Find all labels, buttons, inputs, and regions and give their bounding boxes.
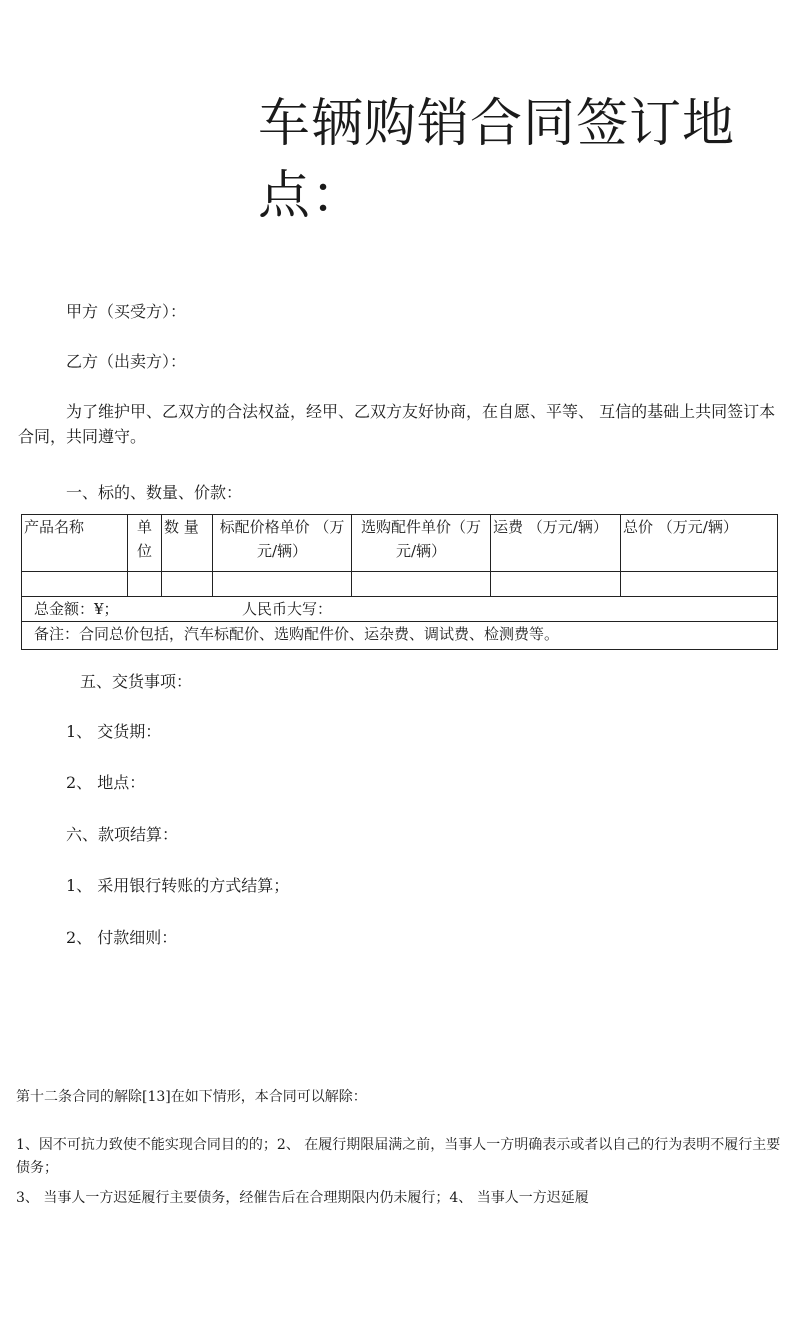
termination-clause-3-4: 3、 当事人一方迟延履行主要债务，经催告后在合理期限内仍未履行；4、 当事人一方迟延履 [16, 1190, 589, 1206]
table-note-row [22, 622, 778, 650]
rmb-uppercase-label: 人民币大写： [242, 600, 333, 618]
header-total-price: 总价 （万元/辆） [621, 515, 778, 572]
bank-transfer-item: 1、 采用银行转账的方式结算； [66, 876, 290, 895]
total-amount-label: 总金额：¥； [34, 600, 119, 618]
delivery-location-item: 2、 地点： [66, 773, 146, 792]
table-cell[interactable] [213, 572, 352, 597]
table-cell[interactable] [621, 572, 778, 597]
intro-paragraph: 为了维护甲、乙双方的合法权益，经甲、乙双方友好协商，在自愿、平等、 互信的基础上共同签订本合同，共同遵守。 [18, 402, 776, 446]
price-note: 备注：合同总价包括，汽车标配价、选购配件价、运杂费、调试费、检测费等。 [34, 625, 560, 643]
party-a-label: 甲方（买受方）： [66, 302, 187, 321]
header-option-price: 选购配件单价（万元/辆） [352, 515, 491, 572]
payment-details-item: 2、 付款细则： [66, 928, 178, 947]
header-freight: 运费 （万元/辆） [491, 515, 621, 572]
table-header-row [22, 515, 778, 572]
table-row [22, 572, 778, 597]
header-quantity: 数 量 [162, 515, 213, 572]
table-total-row [22, 597, 778, 622]
section-1-heading: 一、标的、数量、价款： [66, 483, 243, 502]
header-standard-price: 标配价格单价 （万元/辆） [213, 515, 352, 572]
section-6-heading: 六、款项结算： [66, 825, 179, 844]
table-cell[interactable] [22, 572, 128, 597]
clause-12-heading: 第十二条合同的解除[13]在如下情形，本合同可以解除： [16, 1089, 367, 1105]
party-b-label: 乙方（出卖方）： [66, 352, 187, 371]
table-cell[interactable] [162, 572, 213, 597]
delivery-period-item: 1、 交货期： [66, 722, 162, 741]
document-title: 车辆购销合同签订地点： [258, 94, 736, 226]
header-unit: 单位 [128, 515, 162, 572]
product-table [21, 514, 778, 650]
header-product-name: 产品名称 [22, 515, 128, 572]
section-5-heading: 五、交货事项： [80, 672, 193, 691]
table-cell[interactable] [352, 572, 491, 597]
table-cell[interactable] [128, 572, 162, 597]
table-cell[interactable] [491, 572, 621, 597]
termination-clause-1-2: 1、因不可抗力致使不能实现合同目的的；2、 在履行期限届满之前，当事人一方明确表示或者以自己的行为表明不履行主要债务； [16, 1137, 781, 1176]
